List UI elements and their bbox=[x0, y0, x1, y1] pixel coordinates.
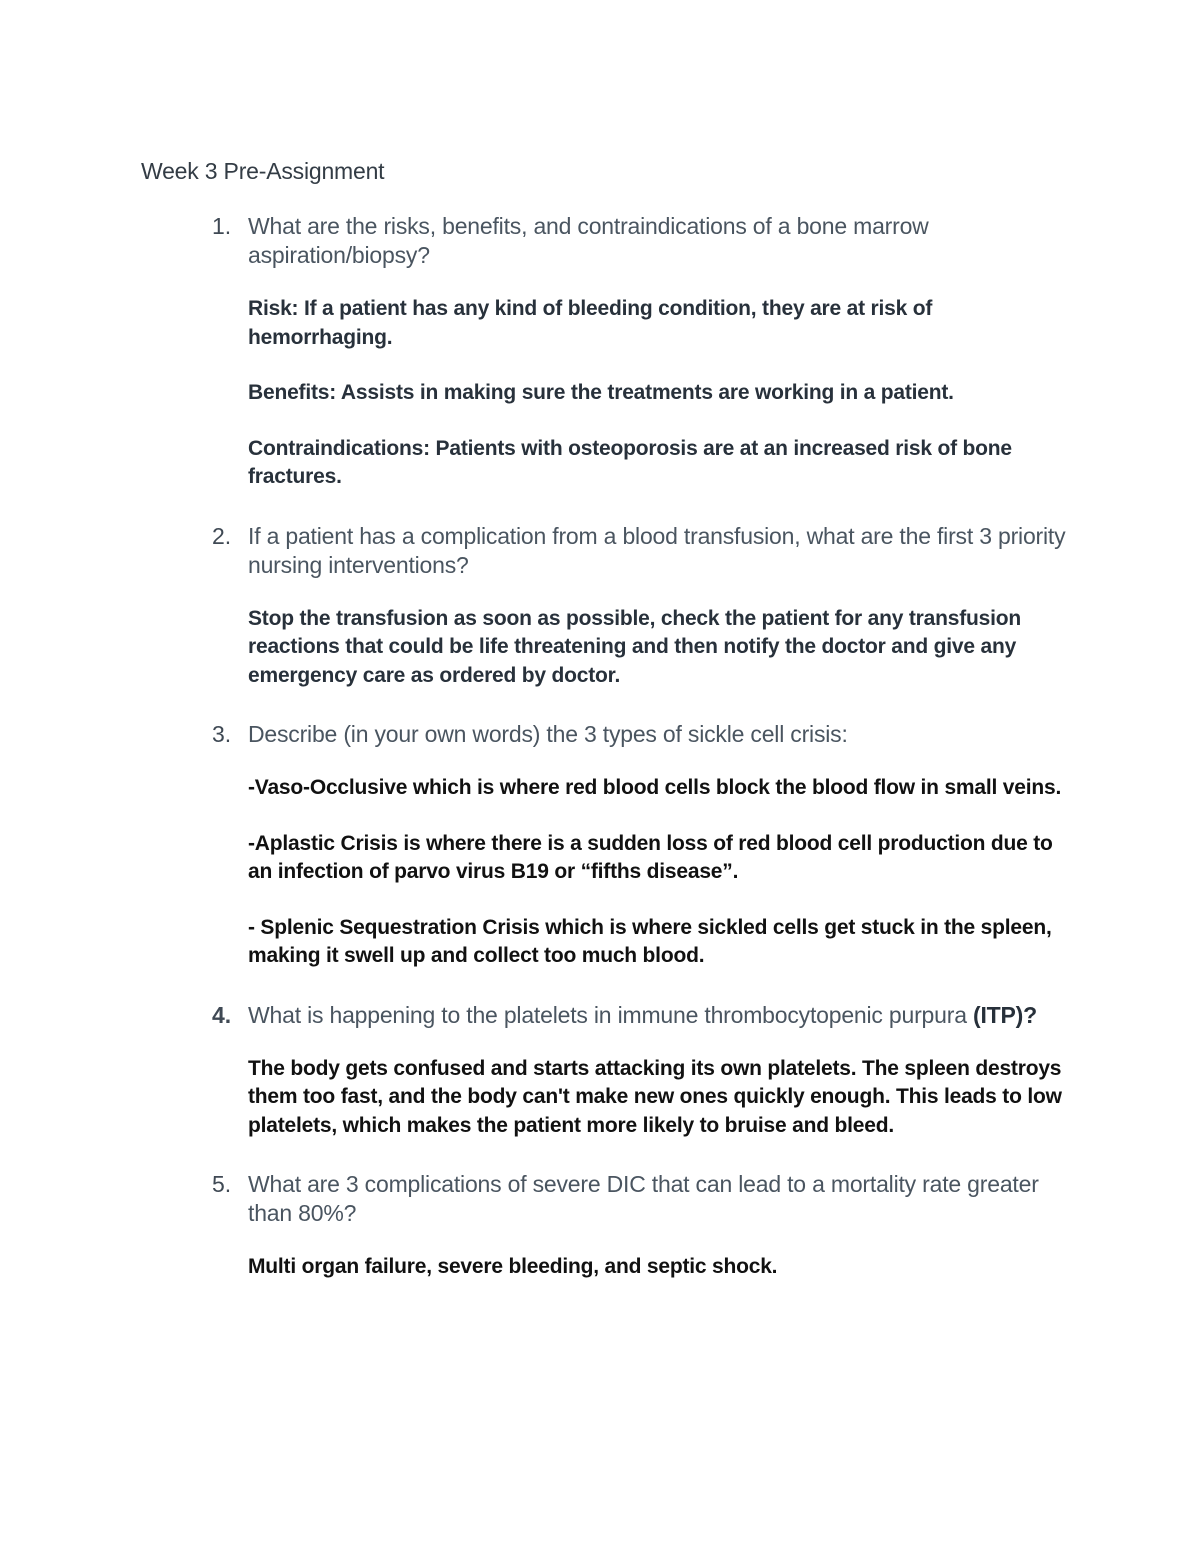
question-item-1 bbox=[141, 212, 1081, 492]
question-text: What are 3 complications of severe DIC that can lead to a mortality rate greater than 80%? bbox=[248, 1171, 1039, 1226]
question-abbreviation: (ITP) bbox=[972, 1001, 1024, 1028]
question-number: 3. bbox=[212, 721, 232, 747]
answer-text: Stop the transfusion as soon as possible, check the patient for any transfusion reactions that could be life threatening and then notify the doctor and give any emergency care as ordered by doctor. bbox=[248, 606, 1022, 687]
answer-text: If a patient has any kind of bleeding condition, they are at risk of hemorrhaging. bbox=[248, 297, 933, 349]
answer-text: Multi organ failure, severe bleeding, and septic shock. bbox=[248, 1255, 778, 1278]
question-number: 4. bbox=[212, 1001, 232, 1028]
question-text-main: What is happening to the platelets in immune thrombocytopenic purpura bbox=[248, 1001, 973, 1028]
question-number: 2. bbox=[212, 522, 232, 549]
question-list bbox=[141, 212, 1081, 1312]
answer-splenic-sequestration: - Splenic Sequestration Crisis which is where sickled cells get stuck in the spleen, making it swell up and collect too much blood. bbox=[248, 915, 1052, 967]
question-text: What are the risks, benefits, and contraindications of a bone marrow aspiration/biopsy? bbox=[248, 213, 929, 268]
page-title: Week 3 Pre-Assignment bbox=[141, 158, 385, 184]
answer-aplastic-crisis: -Aplastic Crisis is where there is a sudden loss of red blood cell production due to an infection of parvo virus B19 or “fifths disease”. bbox=[248, 831, 1053, 883]
question-item-4 bbox=[141, 1001, 1081, 1141]
answer-text: Patients with osteoporosis are at an increased risk of bone fractures. bbox=[248, 436, 1012, 488]
question-text bbox=[248, 1001, 1081, 1030]
answer-text: The body gets confused and starts attacking its own platelets. The spleen destroys them too fast, and the body can't make new ones quickly enough. This leads to low platelets, which makes the patient more likely to bruise and bleed. bbox=[248, 1056, 1062, 1137]
answer-benefits bbox=[248, 379, 1081, 408]
question-number: 5. bbox=[212, 1171, 232, 1197]
answer-risk bbox=[248, 295, 1081, 352]
answer-vaso-occlusive: -Vaso-Occlusive which is where red blood cells block the blood flow in small veins. bbox=[248, 776, 1062, 799]
question-text: If a patient has a complication from a blood transfusion, what are the first 3 priority nursing interventions? bbox=[248, 522, 1066, 578]
question-item-3 bbox=[141, 720, 1081, 971]
question-text: Describe (in your own words) the 3 types of sickle cell crisis: bbox=[248, 721, 848, 747]
answer-contraindications bbox=[248, 435, 1081, 492]
answer-label: Contraindications: bbox=[248, 436, 430, 460]
answer-label: Risk: bbox=[248, 297, 299, 320]
question-number: 1. bbox=[212, 213, 232, 239]
question-item-2 bbox=[141, 522, 1081, 691]
answer-label: Benefits: bbox=[248, 381, 337, 404]
question-item-5 bbox=[141, 1170, 1081, 1282]
question-mark: ? bbox=[1023, 1001, 1037, 1028]
answer-text: Assists in making sure the treatments are working in a patient. bbox=[336, 381, 954, 404]
